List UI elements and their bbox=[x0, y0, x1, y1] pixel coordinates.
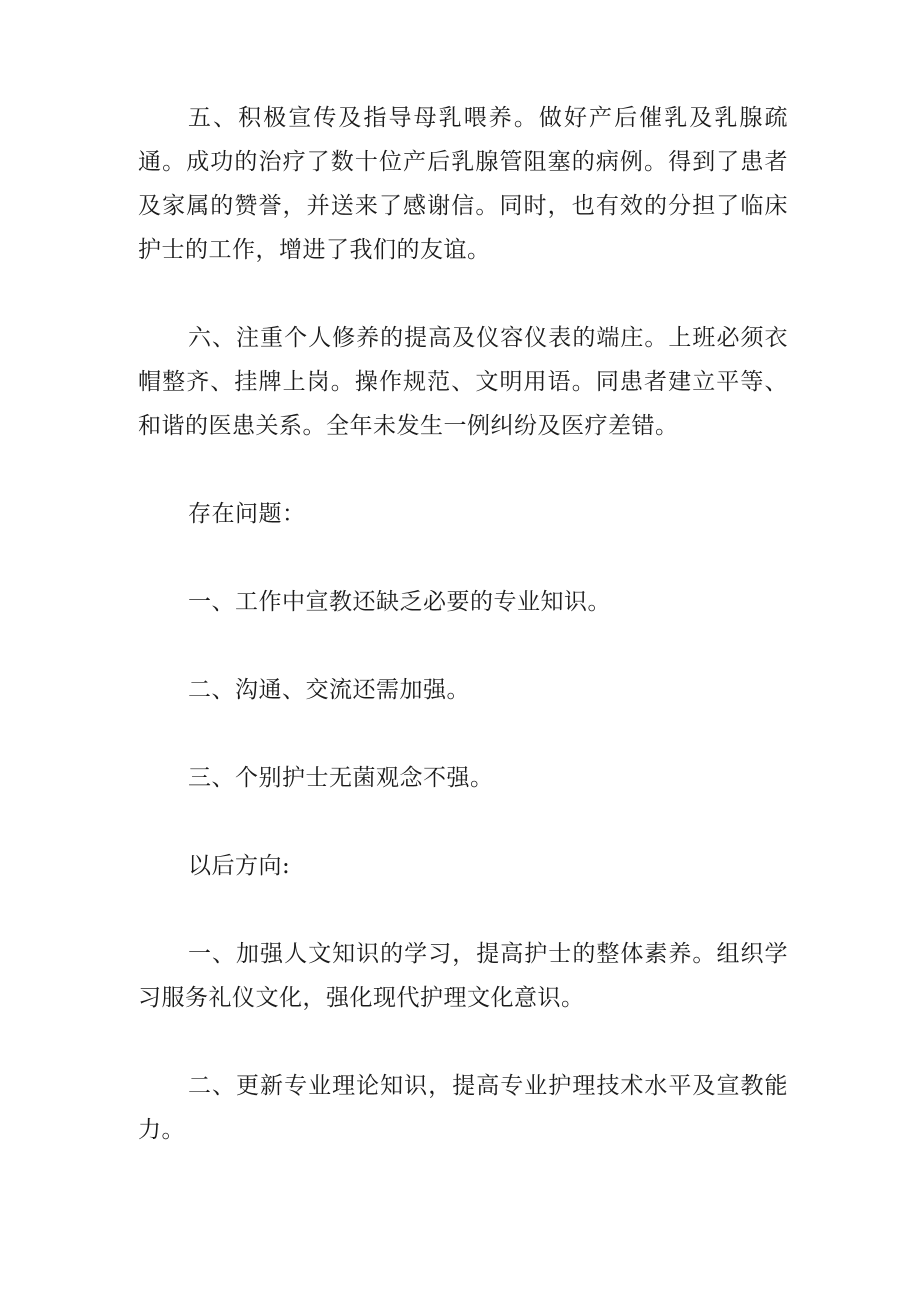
section-heading-problems: 存在问题： bbox=[188, 501, 306, 527]
direction-item-2: 二、更新专业理论知识，提高专业护理技术水平及宣教能力。 bbox=[138, 1073, 788, 1143]
paragraph-item-6: 六、注重个人修养的提高及仪容仪表的端庄。上班必须衣帽整齐、挂牌上岗。操作规范、文明用语。同患者建立平等、和谐的医患关系。全年未发生一例纠纷及医疗差错。 bbox=[138, 325, 788, 439]
direction-item-1: 一、加强人文知识的学习，提高护士的整体素养。组织学习服务礼仪文化，强化现代护理文化意识。 bbox=[138, 941, 788, 1011]
problem-item-1: 一、工作中宣教还缺乏必要的专业知识。 bbox=[188, 589, 611, 615]
section-heading-direction: 以后方向: bbox=[188, 853, 291, 879]
paragraph-item-5: 五、积极宣传及指导母乳喂养。做好产后催乳及乳腺疏通。成功的治疗了数十位产后乳腺管阻塞的病例。得到了患者及家属的赞誉，并送来了感谢信。同时，也有效的分担了临床护士的工作，增进了我们的友谊。 bbox=[138, 105, 788, 263]
problem-item-2: 二、沟通、交流还需加强。 bbox=[188, 677, 470, 703]
problem-item-3: 三、个别护士无菌观念不强。 bbox=[188, 765, 494, 791]
document-page bbox=[138, 96, 788, 1196]
